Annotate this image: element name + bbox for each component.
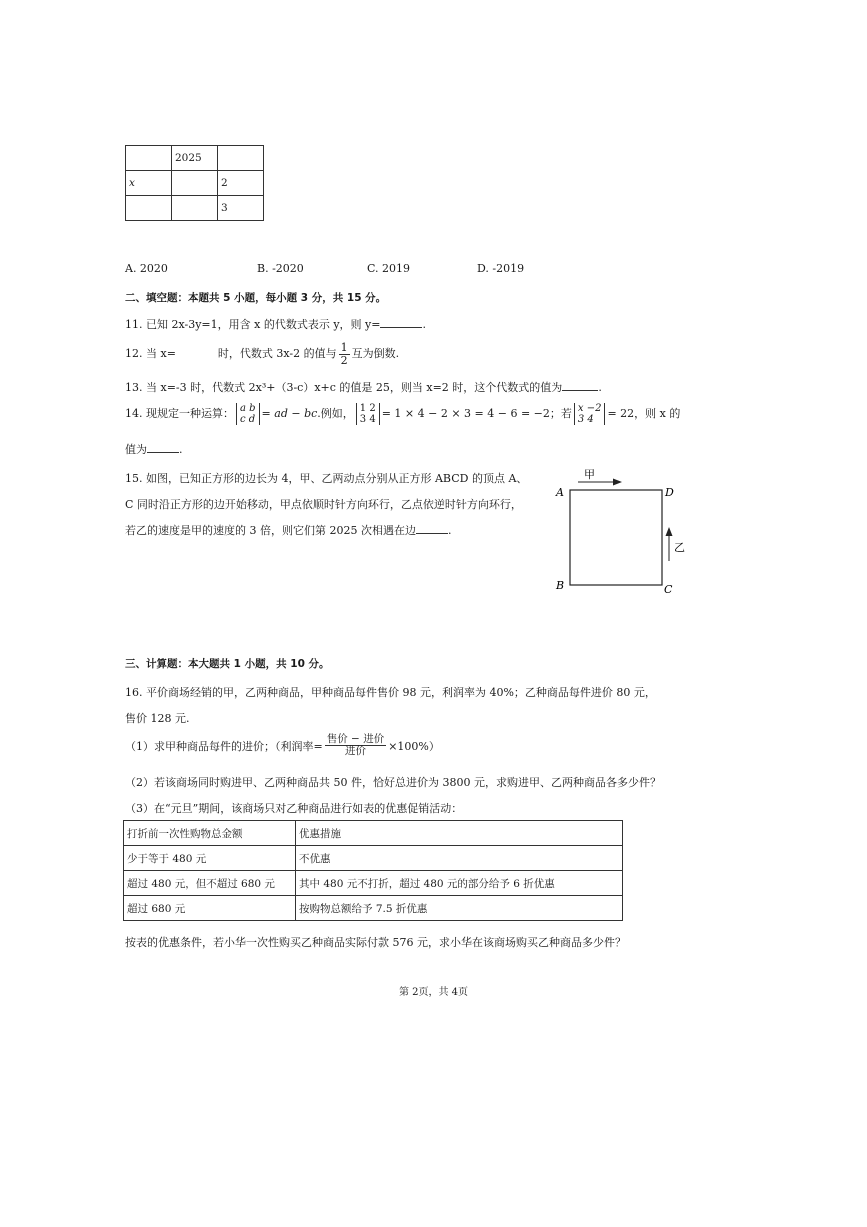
q12-pre: 12. 当 x= bbox=[125, 347, 176, 361]
table-row bbox=[124, 871, 623, 896]
q14-eq3: = 22 bbox=[607, 407, 635, 420]
det-row: 3 4 bbox=[359, 414, 376, 425]
vertex-b: B bbox=[556, 579, 565, 592]
q11-tail: . bbox=[422, 318, 426, 331]
q16-final: 按表的优惠条件，若小华一次性购买乙种商品实际付款 576 元，求小华在该商场购买乙种商品多少件？ bbox=[125, 936, 626, 949]
q16-part1 bbox=[125, 734, 440, 757]
q15-line2: C 同时沿正方形的边开始移动，甲点依顺时针方向环行，乙点依逆时针方向环行， bbox=[125, 498, 522, 511]
q16-p1-pre: （1）求甲种商品每件的进价；（利润率= bbox=[125, 739, 323, 753]
vertex-c: C bbox=[664, 583, 673, 596]
answer-blank bbox=[416, 533, 448, 534]
table-cell: 超过 680 元 bbox=[124, 896, 296, 921]
question-12 bbox=[125, 342, 399, 366]
table-row bbox=[124, 846, 623, 871]
option-d: D. -2019 bbox=[477, 262, 525, 275]
profit-rate-fraction bbox=[325, 734, 386, 757]
det-row: x −2 bbox=[577, 403, 602, 414]
determinant bbox=[356, 403, 380, 425]
question-11 bbox=[125, 316, 426, 332]
table-cell bbox=[126, 196, 172, 221]
q15-tail: . bbox=[447, 524, 452, 537]
fraction bbox=[339, 342, 350, 366]
question-15-line3 bbox=[125, 522, 451, 538]
label-yi: 乙 bbox=[674, 541, 685, 554]
q16-p1-post: ×100%） bbox=[388, 739, 440, 753]
page-footer: 第 2页，共 4页 bbox=[398, 987, 469, 998]
det-row: 3 4 bbox=[577, 414, 594, 425]
table-row bbox=[124, 821, 623, 846]
determinant bbox=[574, 403, 606, 425]
q16-part2: （2）若该商场同时购进甲、乙两种商品共 50 件，恰好总进价为 3800 元，求购进甲、乙两种商品各多少件？ bbox=[125, 776, 661, 789]
table-row bbox=[126, 196, 264, 221]
top-table bbox=[125, 145, 264, 221]
q14-post: ，则 x 的 bbox=[634, 407, 681, 420]
table-cell bbox=[126, 146, 172, 171]
option-a: A. 2020 bbox=[125, 262, 168, 275]
det-row: a b bbox=[240, 403, 256, 414]
arrow-jia-head bbox=[613, 479, 622, 486]
question-14 bbox=[125, 403, 680, 425]
table-row bbox=[126, 146, 264, 171]
fraction-denominator: 进价 bbox=[344, 745, 366, 758]
q14-mid: .例如， bbox=[317, 407, 354, 420]
table-cell: 3 bbox=[218, 196, 264, 221]
table-cell: 其中 480 元不打折，超过 480 元的部分给予 6 折优惠 bbox=[296, 871, 623, 896]
q13-tail: . bbox=[598, 381, 602, 394]
table-cell: 超过 480 元，但不超过 680 元 bbox=[124, 871, 296, 896]
table-cell bbox=[172, 171, 218, 196]
table-cell: 不优惠 bbox=[296, 846, 623, 871]
option-b: B. -2020 bbox=[257, 262, 304, 275]
det-row: 1 2 bbox=[359, 403, 376, 414]
q14-eq2: = 1 × 4 − 2 × 3 = 4 − 6 = −2 bbox=[381, 407, 550, 420]
table-cell: 2025 bbox=[172, 146, 218, 171]
answer-blank bbox=[562, 390, 598, 391]
fraction-denominator: 2 bbox=[340, 353, 348, 367]
question-14-line2 bbox=[125, 441, 183, 457]
q14-pre: 14. 现规定一种运算： bbox=[125, 407, 234, 420]
section3-heading: 三、计算题：本大题共 1 小题，共 10 分。 bbox=[125, 658, 330, 670]
section2-heading: 二、填空题：本题共 5 小题，每小题 3 分，共 15 分。 bbox=[125, 292, 387, 304]
q13-text: 13. 当 x=-3 时，代数式 2x³+（3-c）x+c 的值是 25，则当 x=2 时，这个代数式的值为 bbox=[125, 381, 563, 394]
q12-mid: 时，代数式 3x-2 的值与 bbox=[217, 347, 337, 361]
q16-part3: （3）在“元旦”期间，该商场只对乙种商品进行如表的优惠促销活动： bbox=[125, 802, 463, 815]
vertex-a: A bbox=[556, 486, 564, 499]
label-jia: 甲 bbox=[584, 468, 595, 481]
square-abcd bbox=[570, 490, 662, 585]
table-cell: 按购物总额给予 7.5 折优惠 bbox=[296, 896, 623, 921]
table-row bbox=[124, 896, 623, 921]
table-cell: 打折前一次性购物总金额 bbox=[124, 821, 296, 846]
table-cell bbox=[218, 146, 264, 171]
q16-line2: 售价 128 元. bbox=[125, 712, 190, 725]
answer-blank bbox=[147, 452, 179, 453]
vertex-d: D bbox=[665, 486, 674, 499]
q16-line1: 16. 平价商场经销的甲，乙两种商品，甲种商品每件售价 98 元，利润率为 40%；乙种商品每件进价 80 元， bbox=[125, 686, 656, 699]
answer-blank bbox=[380, 327, 422, 328]
q12-post: 互为倒数. bbox=[351, 347, 400, 361]
q14-mid2: ；若 bbox=[549, 407, 572, 420]
q11-text: 11. 已知 2x-3y=1，用含 x 的代数式表示 y，则 y= bbox=[125, 318, 381, 331]
q14-tail: . bbox=[179, 443, 183, 456]
fraction-numerator: 1 bbox=[340, 341, 348, 354]
table-cell bbox=[172, 196, 218, 221]
table-cell: 2 bbox=[218, 171, 264, 196]
determinant bbox=[236, 403, 260, 425]
det-row: c d bbox=[240, 414, 256, 425]
option-c: C. 2019 bbox=[367, 262, 411, 275]
table-cell: 优惠措施 bbox=[296, 821, 623, 846]
question-13 bbox=[125, 379, 602, 395]
arrow-yi-head bbox=[666, 527, 673, 536]
fraction-numerator: 售价 − 进价 bbox=[326, 733, 385, 745]
table-cell: x bbox=[126, 171, 172, 196]
q15-line1: 15. 如图，已知正方形的边长为 4，甲、乙两动点分别从正方形 ABCD 的顶点 A、 bbox=[125, 472, 528, 485]
q14-line2: 值为 bbox=[125, 443, 147, 456]
q14-eq1: = ad − bc bbox=[261, 407, 318, 420]
table-row bbox=[126, 171, 264, 196]
discount-table bbox=[123, 820, 623, 921]
table-cell: 少于等于 480 元 bbox=[124, 846, 296, 871]
square-figure bbox=[550, 465, 690, 600]
q15-line3: 若乙的速度是甲的速度的 3 倍，则它们第 2025 次相遇在边 bbox=[125, 524, 416, 537]
